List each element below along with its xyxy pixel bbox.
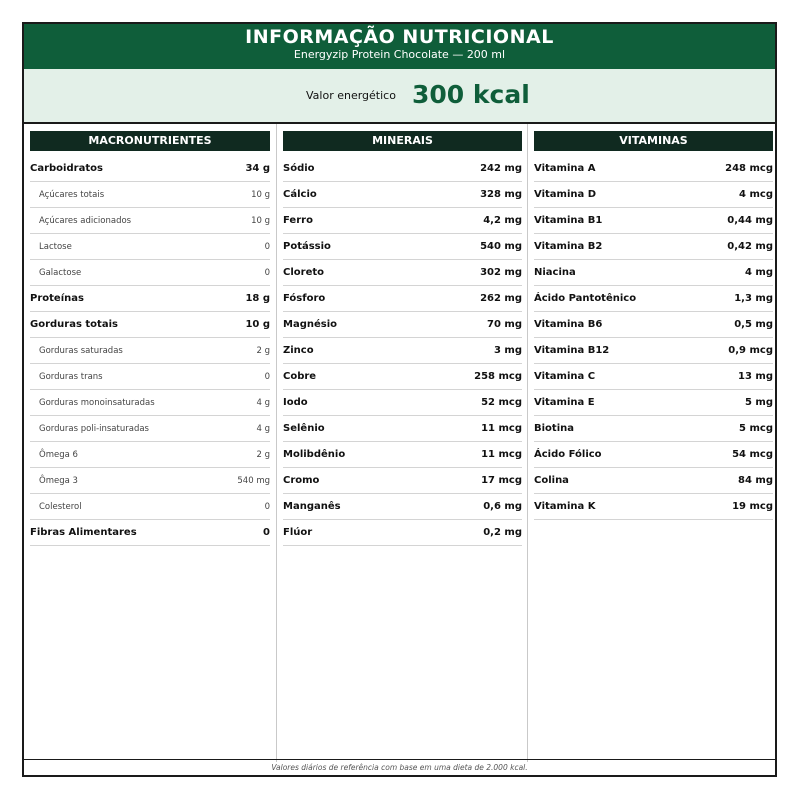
nutrient-amount: 1,3 mg <box>734 293 773 304</box>
nutrient-name: Ácido Fólico <box>534 449 602 460</box>
nutrient-row <box>283 416 522 442</box>
nutrient-row <box>283 390 522 416</box>
nutrient-amount: 10 g <box>245 319 270 330</box>
nutrient-row <box>534 416 773 442</box>
nutrient-amount: 0,6 mg <box>483 501 522 512</box>
nutrient-amount: 302 mg <box>480 267 522 278</box>
nutrient-name: Magnésio <box>283 319 338 330</box>
nutrient-name: Vitamina B6 <box>534 319 603 330</box>
nutrient-amount: 0,2 mg <box>483 527 522 538</box>
nutrient-name: Manganês <box>283 501 341 512</box>
nutrient-row <box>30 468 270 494</box>
nutrient-list <box>534 156 773 520</box>
nutrient-name: Selênio <box>283 423 325 434</box>
nutrient-amount: 0,42 mg <box>727 241 773 252</box>
nutrient-amount: 34 g <box>245 163 270 174</box>
nutrient-amount: 4 mcg <box>739 189 773 200</box>
nutrient-row <box>534 364 773 390</box>
nutrient-amount: 13 mg <box>738 371 773 382</box>
nutrient-row <box>283 442 522 468</box>
nutrient-name: Galactose <box>39 267 82 278</box>
nutrient-amount: 5 mg <box>744 397 773 408</box>
nutrient-name: Gorduras saturadas <box>39 345 123 356</box>
nutrient-name: Colina <box>534 475 569 486</box>
column-vitamins <box>527 124 779 762</box>
nutrient-row <box>30 312 270 338</box>
nutrient-amount: 0,5 mg <box>734 319 773 330</box>
nutrient-amount: 4 g <box>256 423 270 434</box>
nutrient-amount: 2 g <box>256 345 270 356</box>
nutrient-name: Ômega 6 <box>39 449 78 460</box>
nutrient-name: Vitamina B2 <box>534 241 603 252</box>
nutrient-list <box>283 156 522 546</box>
nutrient-list <box>30 156 270 546</box>
nutrient-amount: 11 mcg <box>481 423 522 434</box>
nutrient-amount: 11 mcg <box>481 449 522 460</box>
nutrient-row <box>283 208 522 234</box>
nutrient-amount: 540 mg <box>480 241 522 252</box>
nutrient-amount: 2 g <box>256 449 270 460</box>
nutrient-row <box>30 208 270 234</box>
nutrient-name: Cromo <box>283 475 320 486</box>
nutrient-name: Vitamina K <box>534 501 596 512</box>
nutrient-row <box>283 312 522 338</box>
nutrient-amount: 10 g <box>251 215 270 226</box>
nutrient-amount: 328 mg <box>480 189 522 200</box>
nutrient-row <box>534 260 773 286</box>
nutrient-row <box>534 286 773 312</box>
nutrient-name: Vitamina E <box>534 397 595 408</box>
nutrient-row <box>30 364 270 390</box>
nutrient-name: Sódio <box>283 163 315 174</box>
nutrient-amount: 84 mg <box>738 475 773 486</box>
nutrient-name: Carboidratos <box>30 163 103 174</box>
column-heading: VITAMINAS <box>534 131 773 151</box>
nutrient-row <box>283 468 522 494</box>
nutrient-row <box>283 338 522 364</box>
nutrient-row <box>283 494 522 520</box>
nutrient-name: Ômega 3 <box>39 475 78 486</box>
nutrient-name: Cobre <box>283 371 317 382</box>
nutrient-row <box>534 468 773 494</box>
nutrient-name: Proteínas <box>30 293 84 304</box>
energy-value: 300 kcal <box>412 80 530 109</box>
nutrient-amount: 10 g <box>251 189 270 200</box>
nutrient-row <box>534 442 773 468</box>
nutrient-row <box>534 494 773 520</box>
nutrient-amount: 17 mcg <box>481 475 522 486</box>
nutrient-row <box>283 364 522 390</box>
nutrient-amount: 262 mg <box>480 293 522 304</box>
nutrient-amount: 248 mcg <box>725 163 773 174</box>
nutrient-row <box>30 442 270 468</box>
column-minerals <box>276 124 528 762</box>
nutrient-amount: 70 mg <box>487 319 522 330</box>
nutrient-name: Ácido Pantotênico <box>534 293 637 304</box>
nutrient-row <box>283 260 522 286</box>
nutrient-row <box>30 520 270 546</box>
nutrient-row <box>534 156 773 182</box>
nutrient-name: Colesterol <box>39 501 82 512</box>
nutrient-name: Cálcio <box>283 189 317 200</box>
nutrient-amount: 0,9 mcg <box>728 345 773 356</box>
nutrient-name: Fibras Alimentares <box>30 527 137 538</box>
nutrient-row <box>30 260 270 286</box>
nutrient-row <box>30 494 270 520</box>
label-title: INFORMAÇÃO NUTRICIONAL <box>245 26 554 48</box>
label-header <box>24 24 775 69</box>
nutrient-name: Vitamina A <box>534 163 596 174</box>
nutrient-row <box>283 182 522 208</box>
nutrient-row <box>534 208 773 234</box>
nutrient-amount: 52 mcg <box>481 397 522 408</box>
nutrient-amount: 258 mcg <box>474 371 522 382</box>
nutrient-name: Vitamina D <box>534 189 597 200</box>
nutrient-name: Açúcares adicionados <box>39 215 132 226</box>
nutrient-amount: 19 mcg <box>732 501 773 512</box>
nutrient-row <box>283 234 522 260</box>
nutrient-row <box>30 286 270 312</box>
nutrient-amount: 0 <box>264 371 270 382</box>
nutrient-row <box>30 338 270 364</box>
nutrient-amount: 3 mg <box>493 345 522 356</box>
nutrient-name: Molibdênio <box>283 449 346 460</box>
footer-note: Valores diários de referência com base em uma dieta de 2.000 kcal. <box>24 759 775 775</box>
nutrient-name: Flúor <box>283 527 313 538</box>
nutrient-name: Vitamina B12 <box>534 345 610 356</box>
nutrient-amount: 4 g <box>256 397 270 408</box>
nutrient-row <box>283 286 522 312</box>
nutrient-amount: 54 mcg <box>732 449 773 460</box>
nutrient-name: Gorduras trans <box>39 371 103 382</box>
nutrient-row <box>534 312 773 338</box>
nutrient-row <box>30 234 270 260</box>
column-heading: MINERAIS <box>283 131 522 151</box>
nutrient-name: Zinco <box>283 345 314 356</box>
nutrient-amount: 0,44 mg <box>727 215 773 226</box>
nutrient-row <box>283 520 522 546</box>
nutrient-name: Vitamina C <box>534 371 596 382</box>
energy-banner <box>24 69 775 124</box>
nutrient-name: Biotina <box>534 423 574 434</box>
nutrient-name: Gorduras poli-insaturadas <box>39 423 149 434</box>
nutrient-amount: 0 <box>264 267 270 278</box>
nutrient-amount: 5 mcg <box>739 423 773 434</box>
nutrient-amount: 18 g <box>245 293 270 304</box>
nutrient-row <box>30 390 270 416</box>
nutrient-name: Ferro <box>283 215 313 226</box>
nutrition-label <box>22 22 777 777</box>
nutrient-row <box>30 156 270 182</box>
product-subtitle: Energyzip Protein Chocolate — 200 ml <box>293 48 506 61</box>
nutrient-row <box>534 390 773 416</box>
nutrient-name: Iodo <box>283 397 308 408</box>
nutrient-row <box>30 416 270 442</box>
nutrient-row <box>534 234 773 260</box>
column-heading: MACRONUTRIENTES <box>30 131 270 151</box>
nutrient-amount: 540 mg <box>237 475 270 486</box>
nutrient-amount: 0 <box>264 501 270 512</box>
nutrient-name: Açúcares totais <box>39 189 105 200</box>
nutrient-name: Lactose <box>39 241 72 252</box>
nutrient-row <box>534 338 773 364</box>
nutrient-name: Cloreto <box>283 267 325 278</box>
nutrient-name: Fósforo <box>283 293 326 304</box>
nutrient-name: Gorduras monoinsaturadas <box>39 397 155 408</box>
nutrient-name: Gorduras totais <box>30 319 118 330</box>
nutrient-name: Niacina <box>534 267 576 278</box>
nutrient-amount: 242 mg <box>480 163 522 174</box>
nutrient-row <box>534 182 773 208</box>
nutrient-amount: 0 <box>264 241 270 252</box>
nutrient-amount: 0 <box>263 527 270 538</box>
nutrient-amount: 4 mg <box>744 267 773 278</box>
nutrient-row <box>30 182 270 208</box>
column-macronutrients <box>24 124 276 762</box>
nutrient-name: Potássio <box>283 241 331 252</box>
nutrient-name: Vitamina B1 <box>534 215 603 226</box>
nutrient-row <box>283 156 522 182</box>
energy-label: Valor energético <box>306 89 396 102</box>
nutrient-amount: 4,2 mg <box>483 215 522 226</box>
